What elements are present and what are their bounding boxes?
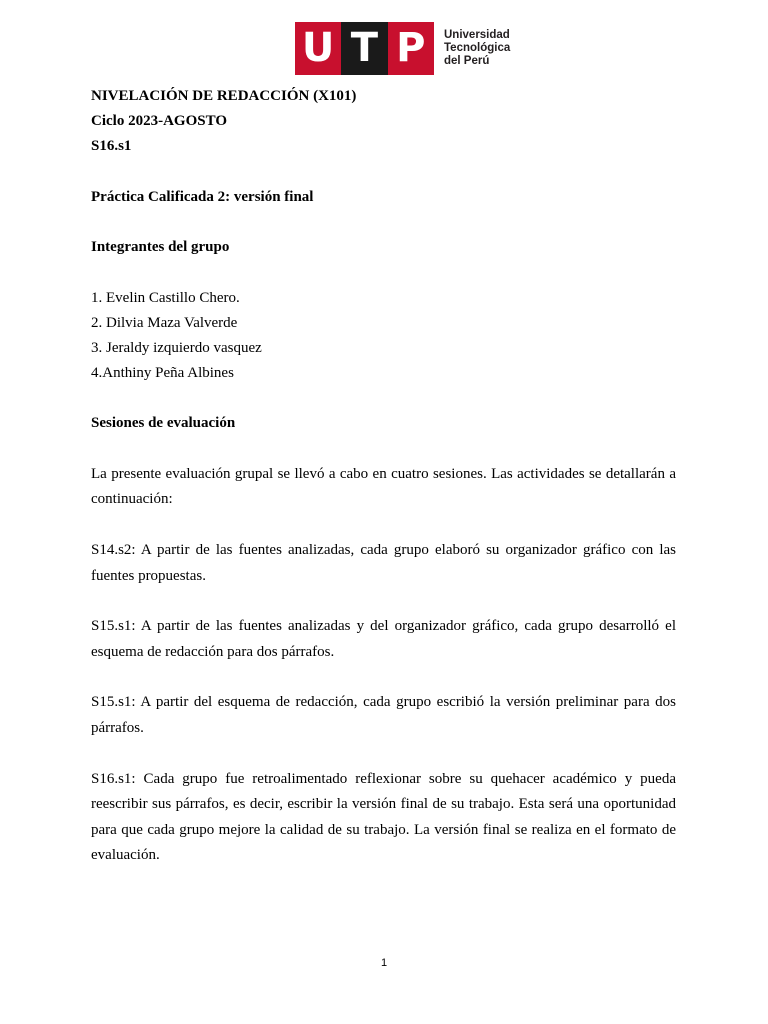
logo-letter-u: U <box>301 25 335 71</box>
session-paragraph: S14.s2: A partir de las fuentes analizadas, cada grupo elaboró su organizador gráfico con las fuentes propuestas. <box>91 542 676 584</box>
logo-line-3: del Perú <box>444 55 490 67</box>
document-body <box>91 84 676 869</box>
course-title: NIVELACIÓN DE REDACCIÓN (X101) <box>91 88 357 104</box>
session-paragraph: S16.s1: Cada grupo fue retroalimentado reflexionar sobre su quehacer académico y pueda reescribir sus párrafos, es decir, escribir la versión final de su trabajo. Esta será una oportunidad para que cada grupo mejore la calidad de su trabajo. La versión final se realiza en el formato de evaluación. <box>91 770 676 864</box>
page-number: 1 <box>380 957 388 969</box>
member-item: 3. Jeraldy izquierdo vasquez <box>91 339 262 356</box>
logo-letter-t: T <box>341 22 387 75</box>
cycle-label: Ciclo 2023-AGOSTO <box>91 113 227 130</box>
sessions-heading: Sesiones de evaluación <box>91 415 236 432</box>
logo-line-2: Tecnológica <box>444 42 511 54</box>
logo-line-1: Universidad <box>444 29 510 41</box>
intro-paragraph: La presente evaluación grupal se llevó a cabo en cuatro sesiones. Las actividades se detallarán a continuación: <box>91 465 676 508</box>
member-item: 4.Anthiny Peña Albines <box>91 365 234 382</box>
member-item: 1. Evelin Castillo Chero. <box>91 289 240 306</box>
logo-letter-p: P <box>396 25 426 71</box>
practice-title: Práctica Calificada 2: versión final <box>91 188 314 205</box>
session-paragraph: S15.s1: A partir de las fuentes analizadas y del organizador gráfico, cada grupo desarrolló el esquema de redacción para dos párrafos. <box>91 618 676 660</box>
utp-logo-mark <box>295 22 434 75</box>
session-paragraph: S15.s1: A partir del esquema de redacción, cada grupo escribió la versión preliminar para dos párrafos. <box>91 694 676 736</box>
member-item: 2. Dilvia Maza Valverde <box>91 314 238 331</box>
logo-wordmark <box>444 29 510 68</box>
session-label: S16.s1 <box>91 138 132 155</box>
members-heading: Integrantes del grupo <box>91 239 230 256</box>
utp-logo <box>295 22 510 75</box>
